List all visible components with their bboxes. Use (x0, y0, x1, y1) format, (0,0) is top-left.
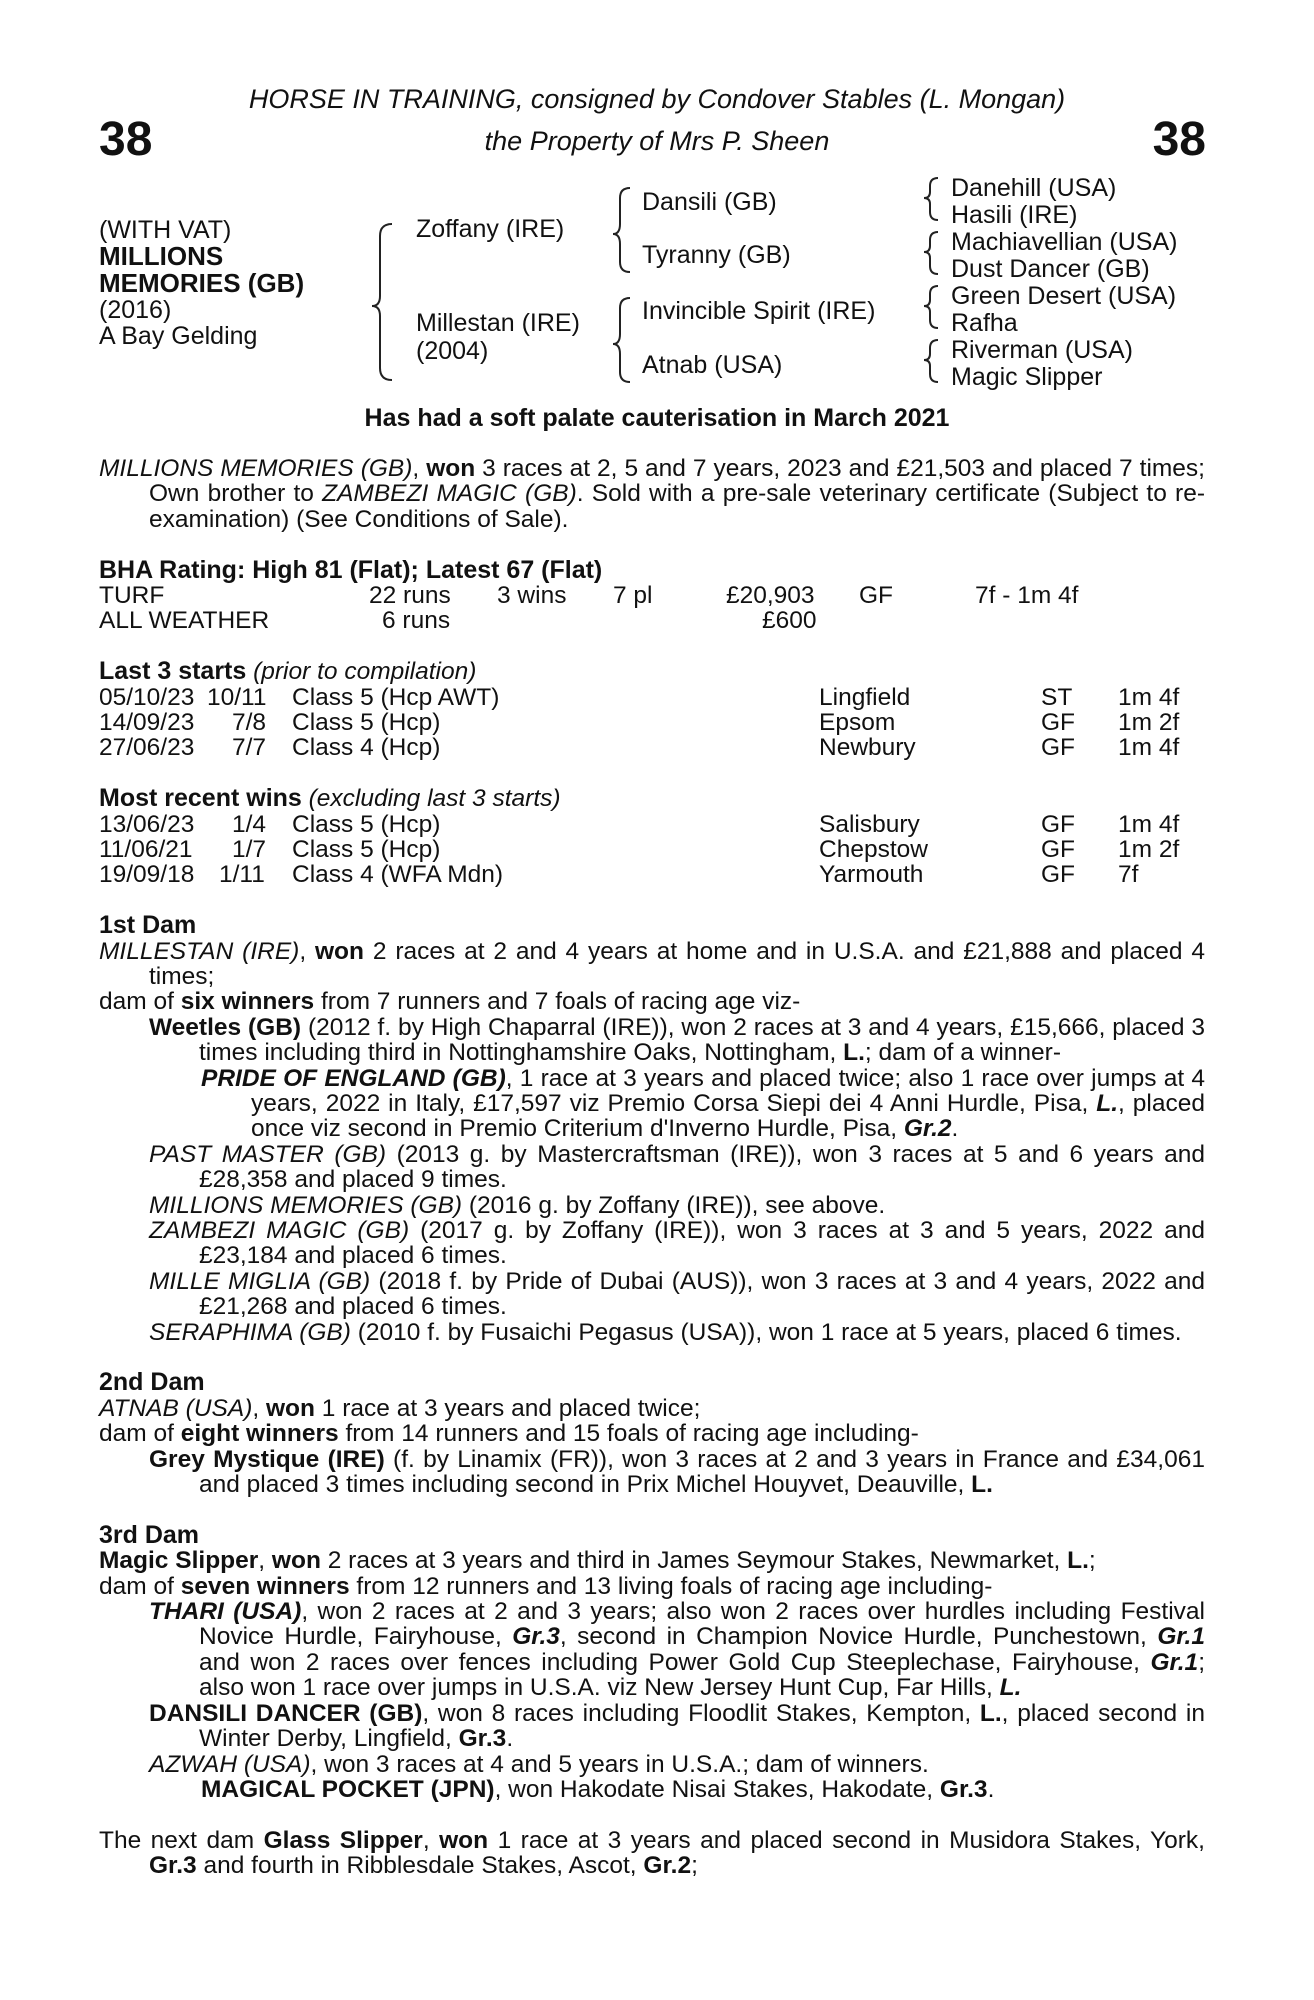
veterinary-notice: Has had a soft palate cauterisation in March 2021 (364, 404, 950, 432)
list-item: AZWAH (USA), won 3 races at 4 and 5 years in U.S.A.; dam of winners. (149, 1750, 929, 1778)
sire-sire: Dansili (GB) (642, 188, 777, 216)
dam-sire-sire: Green Desert (USA) (951, 282, 1177, 310)
list-item: MILLE MIGLIA (GB) (2018 f. by Pride of Dubai (AUS)), won 3 races at 3 and 4 years, 2022 and £21,268 and placed 6 times. (149, 1267, 1205, 1321)
rating-heading: BHA Rating: High 81 (Flat); Latest 67 (Flat) (99, 555, 603, 584)
dam: Millestan (IRE) (416, 309, 580, 337)
horse-description: A Bay Gelding (99, 322, 258, 350)
dam-dam: Atnab (USA) (642, 351, 783, 379)
consignor-line: HORSE IN TRAINING, consigned by Condover Stables (L. Mongan) (248, 84, 1066, 114)
rating-row-all-weather: ALL WEATHER 6 runs £600 (99, 607, 817, 635)
sire: Zoffany (IRE) (416, 215, 565, 243)
list-item: PAST MASTER (GB) (2013 g. by Mastercraftsman (IRE)), won 3 races at 5 and 6 years and £28,358 and placed 9 times. (149, 1140, 1205, 1194)
rating-row-turf: TURF 22 runs 3 wins 7 pl £20,903 GF 7f - 1m 4f (99, 582, 1079, 610)
list-item: THARI (USA), won 2 races at 2 and 3 years; also won 2 races over hurdles including Festival Novice Hurdle, Fairyhouse, Gr.3, second in Champion Novice Hurdle, Punchestown, Gr.1 and won 2 races over fences including Power Gold Cup Steeplechase, Fairyhouse, Gr.1; also won 1 race over jumps in U.S.A. viz New Jersey Hunt Cup, Far Hills, L. (149, 1598, 1205, 1702)
second-dam-heading: 2nd Dam (99, 1368, 205, 1397)
sire-sire-dam: Hasili (IRE) (951, 201, 1078, 229)
list-item: Grey Mystique (IRE) (f. by Linamix (FR)), won 3 races at 2 and 3 years in France and £34,061 and placed 3 times including second in Prix Michel Houyvet, Deauville, L. (149, 1445, 1205, 1499)
list-item: DANSILI DANCER (GB), won 8 races including Floodlit Stakes, Kempton, L., placed second in Winter Derby, Lingfield, Gr.3. (149, 1699, 1205, 1753)
table-row: 27/06/23 7/7 Class 4 (Hcp) Newbury GF 1m 4f (99, 734, 1180, 762)
horse-summary: MILLIONS MEMORIES (GB), won 3 races at 2, 5 and 7 years, 2023 and £21,503 and placed 7 times; Own brother to ZAMBEZI MAGIC (GB). Sold with a pre-sale veterinary certificate (Subject to re- examination) (See Conditions of Sale). (99, 455, 1206, 533)
sire-sire-sire: Danehill (USA) (951, 174, 1117, 202)
next-dam-record: The next dam Glass Slipper, won 1 race at 3 years and placed second in Musidora Stakes, York, Gr.3 and fourth in Ribblesdale Stakes, Ascot, Gr.2; (99, 1826, 1205, 1880)
dam-year: (2004) (416, 337, 489, 365)
sire-dam: Tyranny (GB) (642, 241, 791, 269)
table-row: 19/09/18 1/11 Class 4 (WFA Mdn) Yarmouth GF 7f (99, 861, 1139, 889)
last-starts-heading: Last 3 starts (prior to compilation) (99, 657, 477, 686)
list-item: PRIDE OF ENGLAND (GB), 1 race at 3 years and placed twice; also 1 race over jumps at 4 years, 2022 in Italy, £17,597 viz Premio Corsa Siepi dei 4 Anni Hurdle, Pisa, L., placed once viz second in Premio Criterium d'Inverno Hurdle, Pisa, Gr.2. (201, 1064, 1205, 1143)
horse-name-line2: MEMORIES (GB) (99, 268, 305, 298)
second-dam-record: ATNAB (USA), won 1 race at 3 years and placed twice; (99, 1394, 701, 1422)
first-dam-record: MILLESTAN (IRE), won 2 races at 2 and 4 years at home and in U.S.A. and £21,888 and placed 4 times; (99, 937, 1205, 990)
dam-sire-dam: Rafha (951, 309, 1018, 337)
table-row: 05/10/23 10/11 Class 5 (Hcp AWT) Lingfield ST 1m 4f (99, 683, 1180, 711)
owner-line: the Property of Mrs P. Sheen (484, 126, 830, 156)
list-item: SERAPHIMA (GB) (2010 f. by Fusaichi Pegasus (USA)), won 1 race at 5 years, placed 6 times. (149, 1318, 1182, 1346)
lot-number-left: 38 (99, 113, 153, 166)
third-dam-record: Magic Slipper, won 2 races at 3 years and third in James Seymour Stakes, Newmarket, L.; (99, 1547, 1096, 1575)
sire-dam-dam: Dust Dancer (GB) (951, 255, 1150, 283)
table-row: 11/06/21 1/7 Class 5 (Hcp) Chepstow GF 1m 2f (99, 835, 1180, 863)
recent-wins-heading: Most recent wins (excluding last 3 starts) (99, 784, 561, 813)
first-dam-produce: dam of six winners from 7 runners and 7 foals of racing age viz- (99, 988, 801, 1016)
third-dam-produce: dam of seven winners from 12 runners and 13 living foals of racing age including- (99, 1572, 993, 1600)
lot-number-right: 38 (1152, 113, 1206, 166)
vat-label: (WITH VAT) (99, 216, 232, 244)
table-row: 14/09/23 7/8 Class 5 (Hcp) Epsom GF 1m 2f (99, 708, 1180, 736)
sire-dam-sire: Machiavellian (USA) (951, 228, 1178, 256)
dam-dam-sire: Riverman (USA) (951, 336, 1133, 364)
list-item: MAGICAL POCKET (JPN), won Hakodate Nisai Stakes, Hakodate, Gr.3. (201, 1775, 995, 1803)
list-item: ZAMBEZI MAGIC (GB) (2017 g. by Zoffany (IRE)), won 3 races at 3 and 5 years, 2022 and £23,184 and placed 6 times. (149, 1217, 1206, 1270)
third-dam-heading: 3rd Dam (99, 1520, 200, 1549)
dam-dam-dam: Magic Slipper (951, 363, 1103, 391)
catalogue-body (99, 456, 1205, 1879)
second-dam-produce: dam of eight winners from 14 runners and 15 foals of racing age including- (99, 1420, 919, 1448)
list-item: MILLIONS MEMORIES (GB) (2016 g. by Zoffany (IRE)), see above. (149, 1191, 886, 1219)
dam-sire: Invincible Spirit (IRE) (642, 297, 876, 325)
foaling-year: (2016) (99, 296, 172, 324)
list-item: Weetles (GB) (2012 f. by High Chaparral (IRE)), won 2 races at 3 and 4 years, £15,666, placed 3 times including third in Nottinghamshire Oaks, Nottingham, L.; dam of a winner- (149, 1013, 1205, 1067)
horse-name-line1: MILLIONS (99, 241, 224, 271)
table-row: 13/06/23 1/4 Class 5 (Hcp) Salisbury GF 1m 4f (99, 810, 1180, 838)
first-dam-heading: 1st Dam (99, 911, 197, 940)
